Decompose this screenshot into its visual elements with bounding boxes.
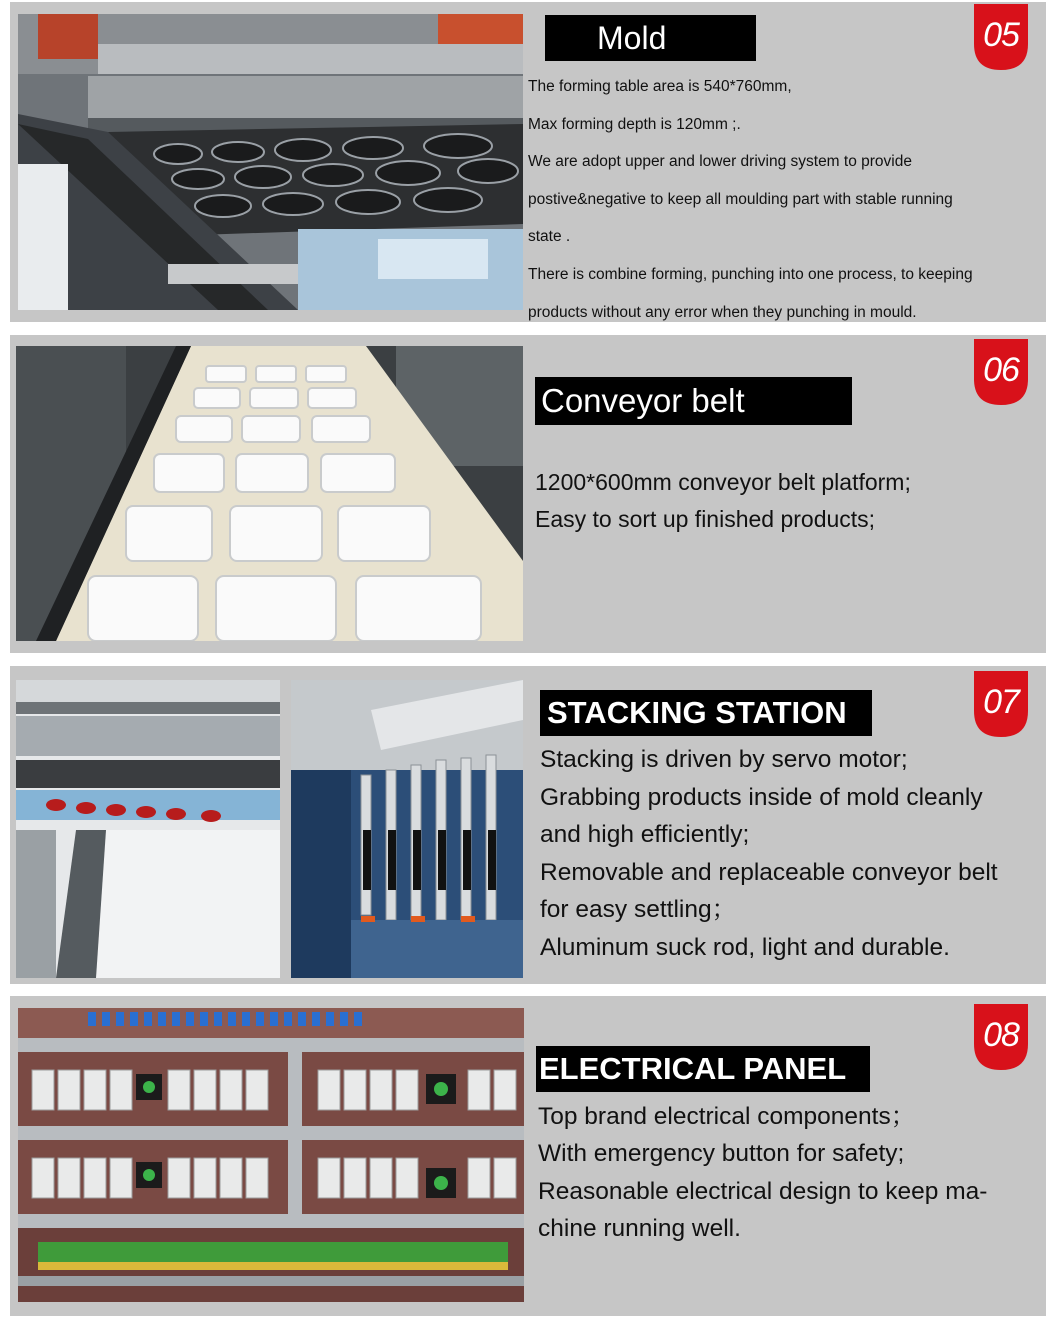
section-number: 06 [983, 351, 1019, 389]
section-description [535, 464, 911, 538]
description-line: products without any error when they punching in mould. [528, 303, 917, 321]
section-title: Mold [545, 15, 756, 61]
stacking-photo-left [16, 680, 280, 978]
description-line: Reasonable electrical design to keep ma- [538, 1177, 988, 1205]
description-line: There is combine forming, punching into one process, to keeping [528, 265, 973, 283]
description-line: postive&negative to keep all moulding part with stable running [528, 190, 953, 208]
description-line: Easy to sort up finished products; [535, 506, 876, 532]
section-number: 05 [983, 16, 1019, 54]
description-line: chine running well. [538, 1214, 741, 1242]
description-line: and high efficiently; [540, 821, 750, 849]
section-number: 08 [983, 1016, 1019, 1054]
section-description [528, 68, 973, 331]
electrical-panel-photo [18, 1008, 524, 1302]
section-stacking-station [10, 666, 1046, 984]
section-number-badge [974, 671, 1028, 737]
description-line: Top brand electrical components； [538, 1103, 916, 1130]
section-electrical-panel [10, 996, 1046, 1316]
description-line: state . [528, 228, 571, 246]
description-line: Grabbing products inside of mold cleanly [540, 783, 983, 811]
description-line: The forming table area is 540*760mm, [528, 78, 792, 95]
section-number: 07 [983, 683, 1019, 721]
section-description [538, 1098, 987, 1247]
section-description [540, 741, 998, 967]
description-line: Stacking is driven by servo motor; [540, 746, 908, 773]
section-number-badge [974, 339, 1028, 405]
description-line: We are adopt upper and lower driving system to provide [528, 153, 912, 171]
description-line: Removable and replaceable conveyor belt [540, 858, 998, 886]
section-number-badge [974, 4, 1028, 70]
section-title: Conveyor belt [535, 377, 852, 425]
conveyor-belt-photo [16, 346, 523, 641]
stacking-photo-right [291, 680, 523, 978]
mold-photo [18, 14, 523, 310]
description-line: Max forming depth is 120mm ;. [528, 115, 741, 133]
section-mold [10, 2, 1046, 322]
section-title: STACKING STATION [540, 690, 872, 736]
description-line: Aluminum suck rod, light and durable. [540, 933, 950, 961]
description-line: for easy settling； [540, 896, 737, 924]
section-title: ELECTRICAL PANEL [536, 1046, 870, 1092]
description-line: With emergency button for safety; [538, 1140, 905, 1168]
section-conveyor-belt [10, 335, 1046, 653]
section-number-badge [974, 1004, 1028, 1070]
description-line: 1200*600mm conveyor belt platform; [535, 469, 911, 495]
